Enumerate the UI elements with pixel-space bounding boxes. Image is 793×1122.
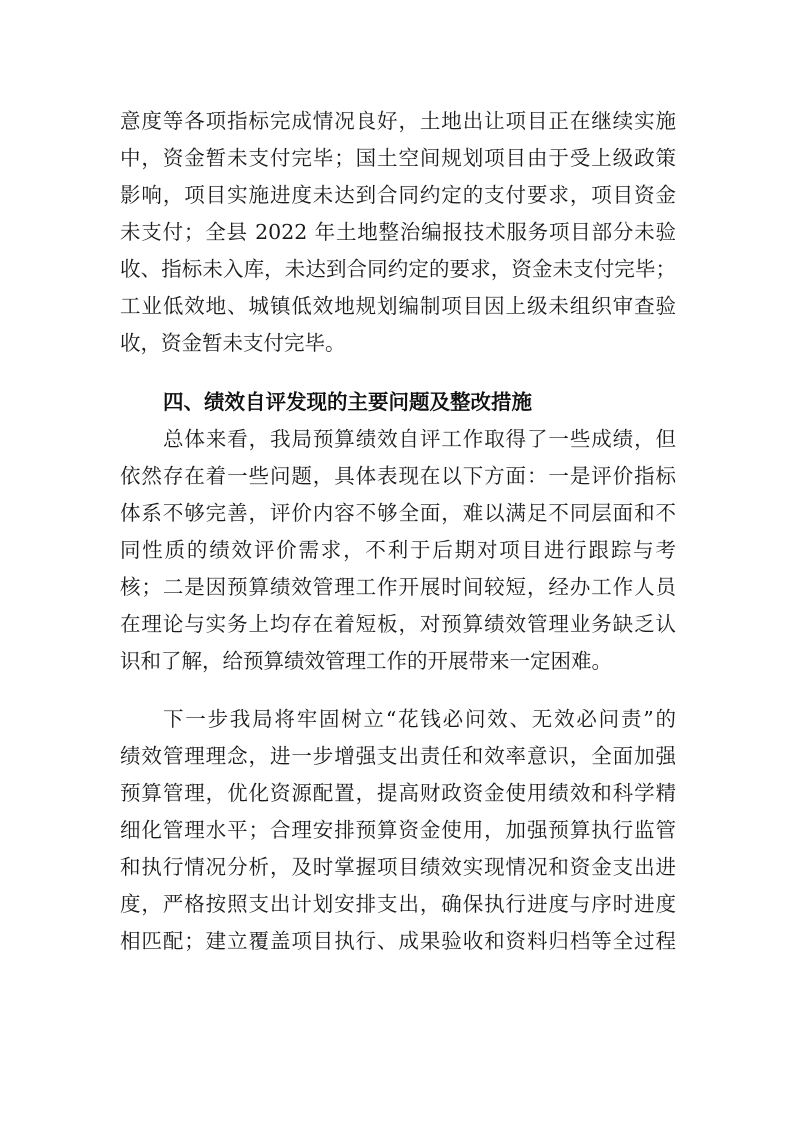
paragraph-line: 收、指标未入库，未达到合同约定的要求，资金未支付完毕； (120, 257, 676, 281)
paragraph-line: 意度等各项指标完成情况良好，土地出让项目正在继续实施 (120, 109, 676, 133)
paragraph-line: 总体来看，我局预算绩效自评工作取得了一些成绩，但 (163, 427, 676, 451)
paragraph-line: 依然存在着一些问题，具体表现在以下方面：一是评价指标 (120, 464, 676, 488)
paragraph-line: 预算管理，优化资源配置，提高财政资金使用绩效和科学精 (120, 781, 676, 805)
paragraph-line: 细化管理水平；合理安排预算资金使用，加强预算执行监管 (120, 818, 676, 842)
section-heading: 四、绩效自评发现的主要问题及整改措施 (163, 390, 532, 414)
paragraph-line: 体系不够完善，评价内容不够全面，难以满足不同层面和不 (120, 501, 676, 525)
paragraph-line: 影响，项目实施进度未达到合同约定的支付要求，项目资金 (120, 183, 676, 207)
paragraph-line: 在理论与实务上均存在着短板，对预算绩效管理业务缺乏认 (120, 612, 676, 636)
paragraph-line: 同性质的绩效评价需求，不利于后期对项目进行跟踪与考 (120, 538, 676, 562)
paragraph-line: 相匹配；建立覆盖项目执行、成果验收和资料归档等全过程 (120, 929, 676, 953)
paragraph-line: 工业低效地、城镇低效地规划编制项目因上级未组织审查验 (120, 294, 676, 318)
paragraph-line: 和执行情况分析，及时掌握项目绩效实现情况和资金支出进 (120, 855, 676, 879)
paragraph-line: 度，严格按照支出计划安排支出，确保执行进度与序时进度 (120, 892, 676, 916)
paragraph-line: 收，资金暂未支付完毕。 (120, 331, 346, 355)
paragraph-line: 中，资金暂未支付完毕；国土空间规划项目由于受上级政策 (120, 146, 676, 170)
paragraph-line: 核；二是因预算绩效管理工作开展时间较短，经办工作人员 (120, 575, 676, 599)
paragraph-line: 下一步我局将牢固树立“花钱必问效、无效必问责”的 (163, 707, 676, 731)
paragraph-line: 识和了解，给预算绩效管理工作的开展带来一定困难。 (120, 649, 612, 673)
paragraph-line: 绩效管理理念，进一步增强支出责任和效率意识，全面加强 (120, 744, 676, 768)
paragraph-line: 未支付；全县 2022 年土地整治编报技术服务项目部分未验 (120, 220, 676, 244)
